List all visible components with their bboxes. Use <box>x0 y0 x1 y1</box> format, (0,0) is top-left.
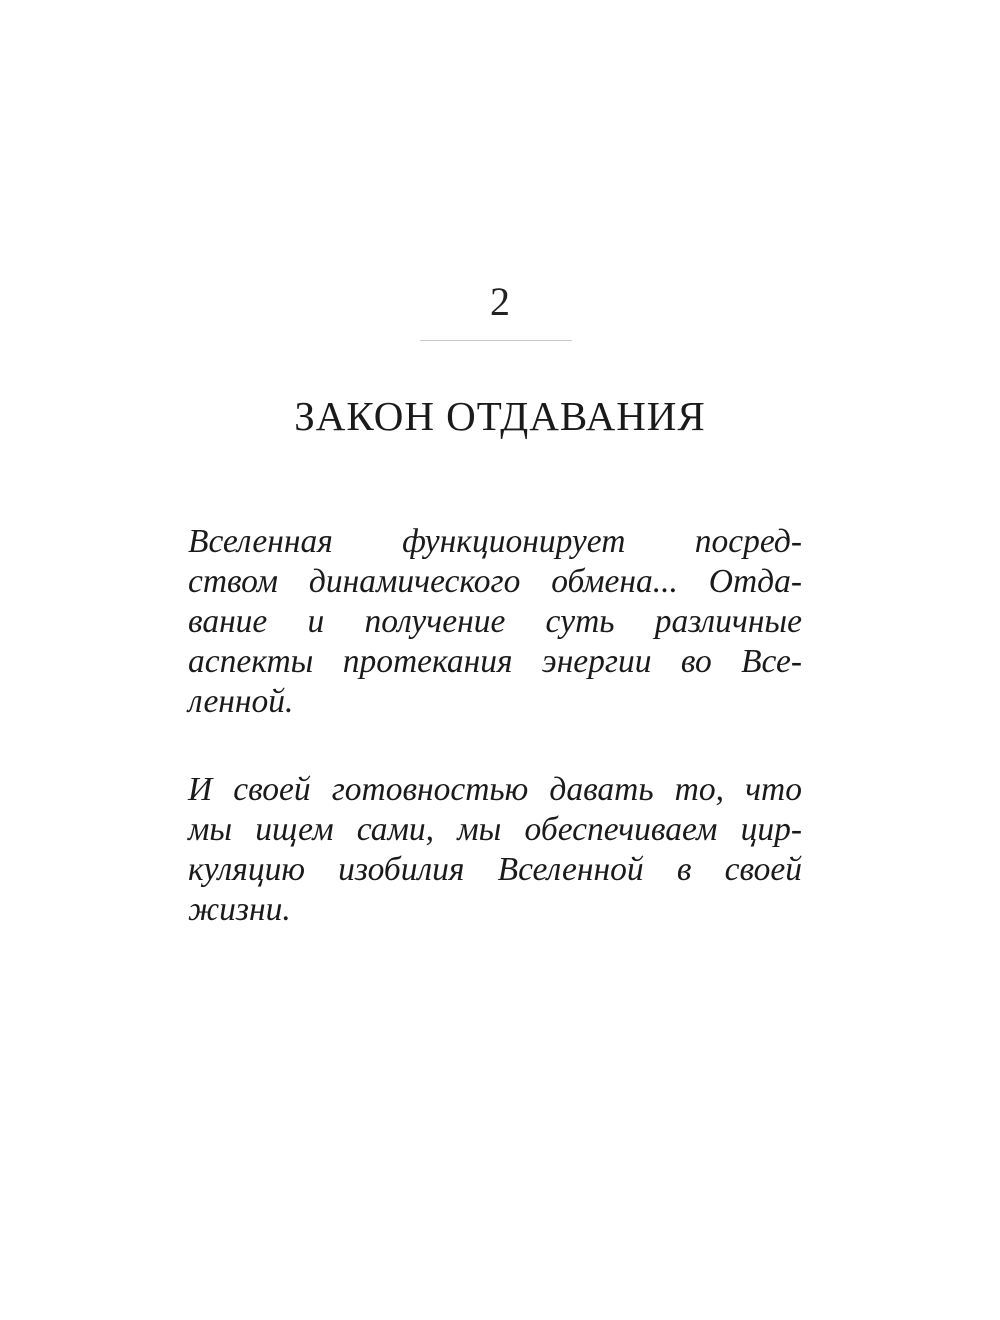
epigraph-line: вание и получение суть различные <box>188 603 802 640</box>
epigraph-paragraph-1 <box>188 522 802 722</box>
chapter-number: 2 <box>490 279 510 324</box>
epigraph-paragraph-2 <box>188 770 802 930</box>
title-divider <box>420 340 572 341</box>
epigraph-line: ством динамического обмена... Отда- <box>188 563 802 600</box>
epigraph-line: И своей готовностью давать то, что <box>188 771 802 808</box>
epigraph-line: аспекты протекания энергии во Все- <box>188 643 802 680</box>
epigraph-line: Вселенная функционирует посред- <box>188 523 802 560</box>
epigraph-line: мы ищем сами, мы обеспечиваем цир- <box>188 811 802 848</box>
epigraph-line: жизни. <box>188 891 291 928</box>
epigraph-line: куляцию изобилия Вселенной в своей <box>188 851 802 888</box>
epigraph-line: ленной. <box>188 683 294 720</box>
chapter-title: ЗАКОН ОТДАВАНИЯ <box>294 393 706 439</box>
